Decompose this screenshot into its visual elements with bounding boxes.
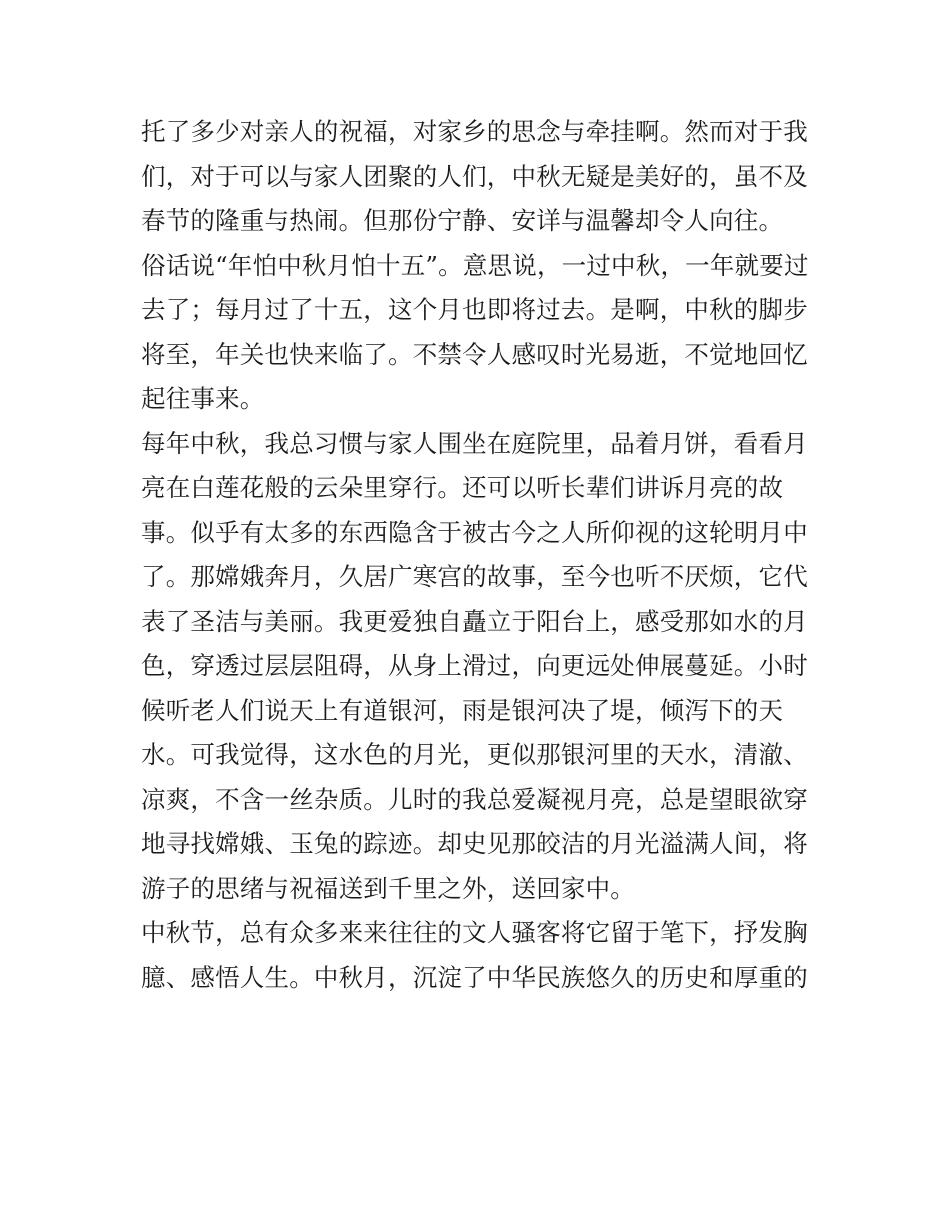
text-line: 俗话说“年怕中秋月怕十五”。意思说，一过中秋，一年就要过: [141, 250, 809, 280]
text-line: 游子的思绪与祝福送到千里之外，送回家中。: [141, 873, 635, 903]
text-line: 每年中秋，我总习惯与家人围坐在庭院里，品着月饼，看看月: [141, 428, 808, 458]
text-line: 去了；每月过了十五，这个月也即将过去。是啊，中秋的脚步: [141, 295, 808, 324]
paragraph: [141, 911, 821, 1000]
text-line: 凉爽，不含一丝杂质。儿时的我总爱凝视月亮，总是望眼欲穿: [141, 784, 808, 814]
text-line: 了。那嫦娥奔月，久居广寒宫的故事，至今也听不厌烦，它代: [141, 562, 808, 591]
text-line: 起往事来。: [141, 384, 265, 413]
text-line: 臆、感悟人生。中秋月，沉淀了中华民族悠久的历史和厚重的: [141, 962, 808, 992]
paragraph: [141, 422, 821, 912]
text-line: 事。似乎有太多的东西隐含于被古今之人所仰视的这轮明月中: [141, 517, 808, 547]
body-text: [141, 110, 821, 1000]
paragraph: [141, 244, 821, 422]
text-line: 色，穿透过层层阻碍，从身上滑过，向更远处伸展蔓延。小时: [141, 651, 808, 680]
text-line: 表了圣洁与美丽。我更爱独自矗立于阳台上，感受那如水的月: [141, 606, 808, 636]
text-line: 将至，年关也快来临了。不禁令人感叹时光易逝，不觉地回忆: [141, 339, 808, 369]
text-line: 水。可我觉得，这水色的月光，更似那银河里的天水，清澈、: [141, 740, 808, 769]
text-line: 中秋节，总有众多来来往往的文人骚客将它留于笔下，抒发胸: [141, 918, 808, 947]
text-line: 们，对于可以与家人团聚的人们，中秋无疑是美好的，虽不及: [141, 161, 808, 191]
text-line: 春节的隆重与热闹。但那份宁静、安详与温馨却令人向往。: [141, 206, 784, 235]
paragraph: [141, 110, 821, 244]
text-line: 地寻找嫦娥、玉兔的踪迹。却史见那皎洁的月光溢满人间，将: [141, 829, 808, 858]
text-line: 托了多少对亲人的祝福，对家乡的思念与牵挂啊。然而对于我: [141, 117, 808, 146]
text-line: 亮在白莲花般的云朵里穿行。还可以听长辈们讲诉月亮的故: [141, 473, 784, 502]
text-line: 候听老人们说天上有道银河，雨是银河决了堤，倾泻下的天: [141, 695, 784, 725]
